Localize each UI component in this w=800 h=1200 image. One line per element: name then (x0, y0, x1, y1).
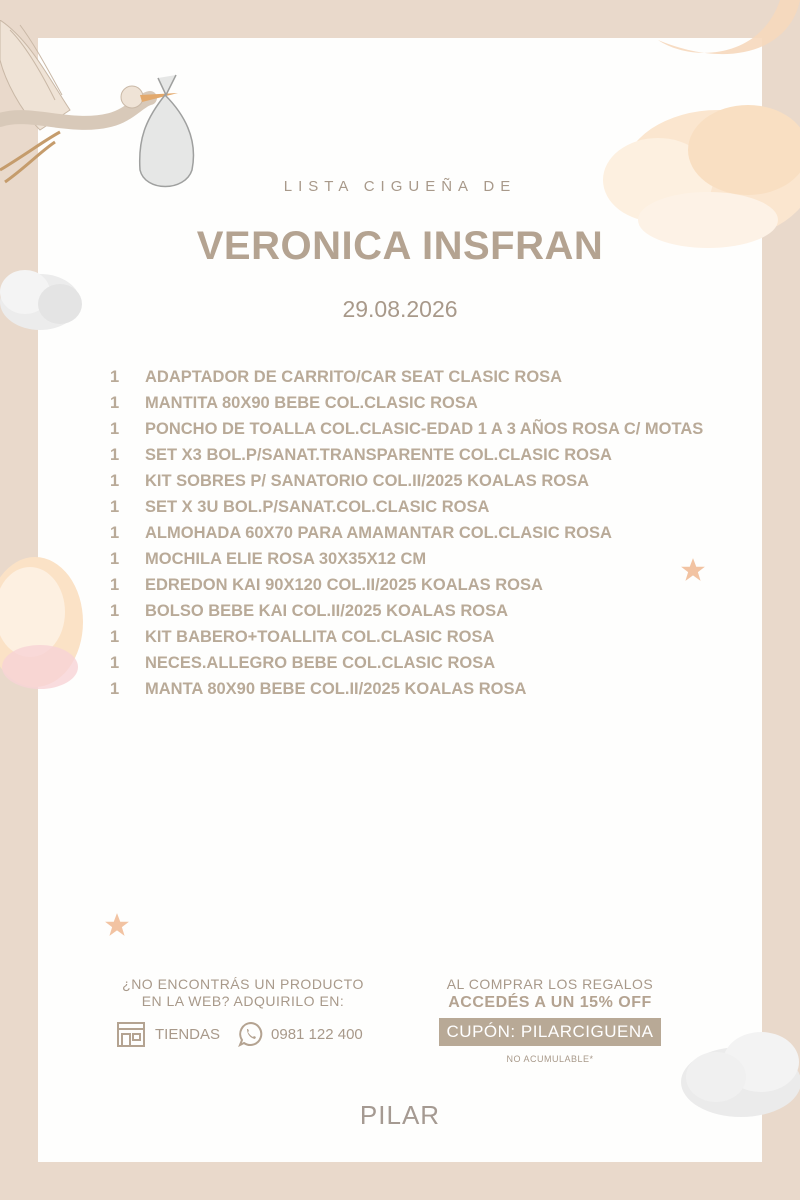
discount-line1: AL COMPRAR LOS REGALOS (446, 976, 654, 992)
item-quantity: 1 (110, 420, 120, 438)
item-quantity: 1 (110, 576, 120, 594)
item-quantity: 1 (110, 654, 120, 672)
list-item (110, 548, 750, 574)
discount-line2: ACCEDÉS A UN 15% OFF (448, 994, 652, 1011)
list-item (110, 652, 750, 678)
item-description: ALMOHADA 60X70 PARA AMAMANTAR COL.CLASIC ROSA (145, 524, 612, 542)
list-item (110, 600, 750, 626)
item-quantity: 1 (110, 472, 120, 490)
item-description: ADAPTADOR DE CARRITO/CAR SEAT CLASIC ROSA (145, 368, 563, 386)
item-description: BOLSO BEBE KAI COL.II/2025 KOALAS ROSA (145, 602, 509, 620)
list-item (110, 574, 750, 600)
stork-illustration (0, 20, 200, 195)
moon-icon (650, 0, 800, 60)
item-description: MANTITA 80X90 BEBE COL.CLASIC ROSA (145, 394, 478, 412)
item-quantity: 1 (110, 550, 120, 568)
list-item (110, 470, 750, 496)
gift-items-list (110, 366, 750, 704)
cloud-icon (0, 552, 85, 694)
brand-logo: PILAR (359, 1100, 441, 1130)
list-item (110, 678, 750, 704)
item-quantity: 1 (110, 602, 120, 620)
list-item (110, 626, 750, 652)
purchase-info-line2: EN LA WEB? ADQUIRILO EN: (141, 993, 345, 1009)
item-quantity: 1 (110, 446, 120, 464)
discount-info (420, 976, 680, 1064)
item-description: SET X 3U BOL.P/SANAT.COL.CLASIC ROSA (145, 498, 490, 516)
item-quantity: 1 (110, 680, 120, 698)
item-description: MANTA 80X90 BEBE COL.II/2025 KOALAS ROSA (145, 680, 527, 698)
item-description: PONCHO DE TOALLA COL.CLASIC-EDAD 1 A 3 AÑOS ROSA C/ MOTAS (145, 420, 704, 438)
purchase-info (108, 976, 378, 1010)
item-quantity: 1 (110, 368, 120, 386)
list-item (110, 496, 750, 522)
item-quantity: 1 (110, 628, 120, 646)
phone-number: 0981 122 400 (271, 1025, 363, 1043)
list-subtitle: LISTA CIGUEÑA DE (283, 178, 517, 195)
list-date: 29.08.2026 (342, 296, 458, 322)
item-description: SET X3 BOL.P/SANAT.TRANSPARENTE COL.CLASIC ROSA (145, 446, 612, 464)
list-item (110, 522, 750, 548)
contact-options (115, 1020, 363, 1048)
list-item (110, 392, 750, 418)
item-description: EDREDON KAI 90X120 COL.II/2025 KOALAS ROSA (145, 576, 543, 594)
item-quantity: 1 (110, 498, 120, 516)
item-quantity: 1 (110, 394, 120, 412)
store-icon (115, 1020, 147, 1048)
recipient-name: VERONICA INSFRAN (196, 224, 604, 268)
list-item (110, 444, 750, 470)
list-item (110, 366, 750, 392)
whatsapp-link[interactable] (238, 1021, 363, 1047)
whatsapp-icon (238, 1021, 264, 1047)
item-description: NECES.ALLEGRO BEBE COL.CLASIC ROSA (145, 654, 496, 672)
item-quantity: 1 (110, 524, 120, 542)
coupon-badge: CUPÓN: PILARCIGUENA (439, 1018, 662, 1046)
star-icon (104, 912, 130, 938)
item-description: KIT BABERO+TOALLITA COL.CLASIC ROSA (145, 628, 495, 646)
purchase-info-line1: ¿NO ENCONTRÁS UN PRODUCTO (122, 976, 364, 992)
stores-label: TIENDAS (155, 1025, 221, 1043)
list-item (110, 418, 750, 444)
item-description: MOCHILA ELIE ROSA 30X35X12 CM (145, 550, 427, 568)
coupon-note: NO ACUMULABLE* (506, 1054, 594, 1064)
stores-link[interactable] (115, 1020, 220, 1048)
item-description: KIT SOBRES P/ SANATORIO COL.II/2025 KOALAS ROSA (145, 472, 590, 490)
